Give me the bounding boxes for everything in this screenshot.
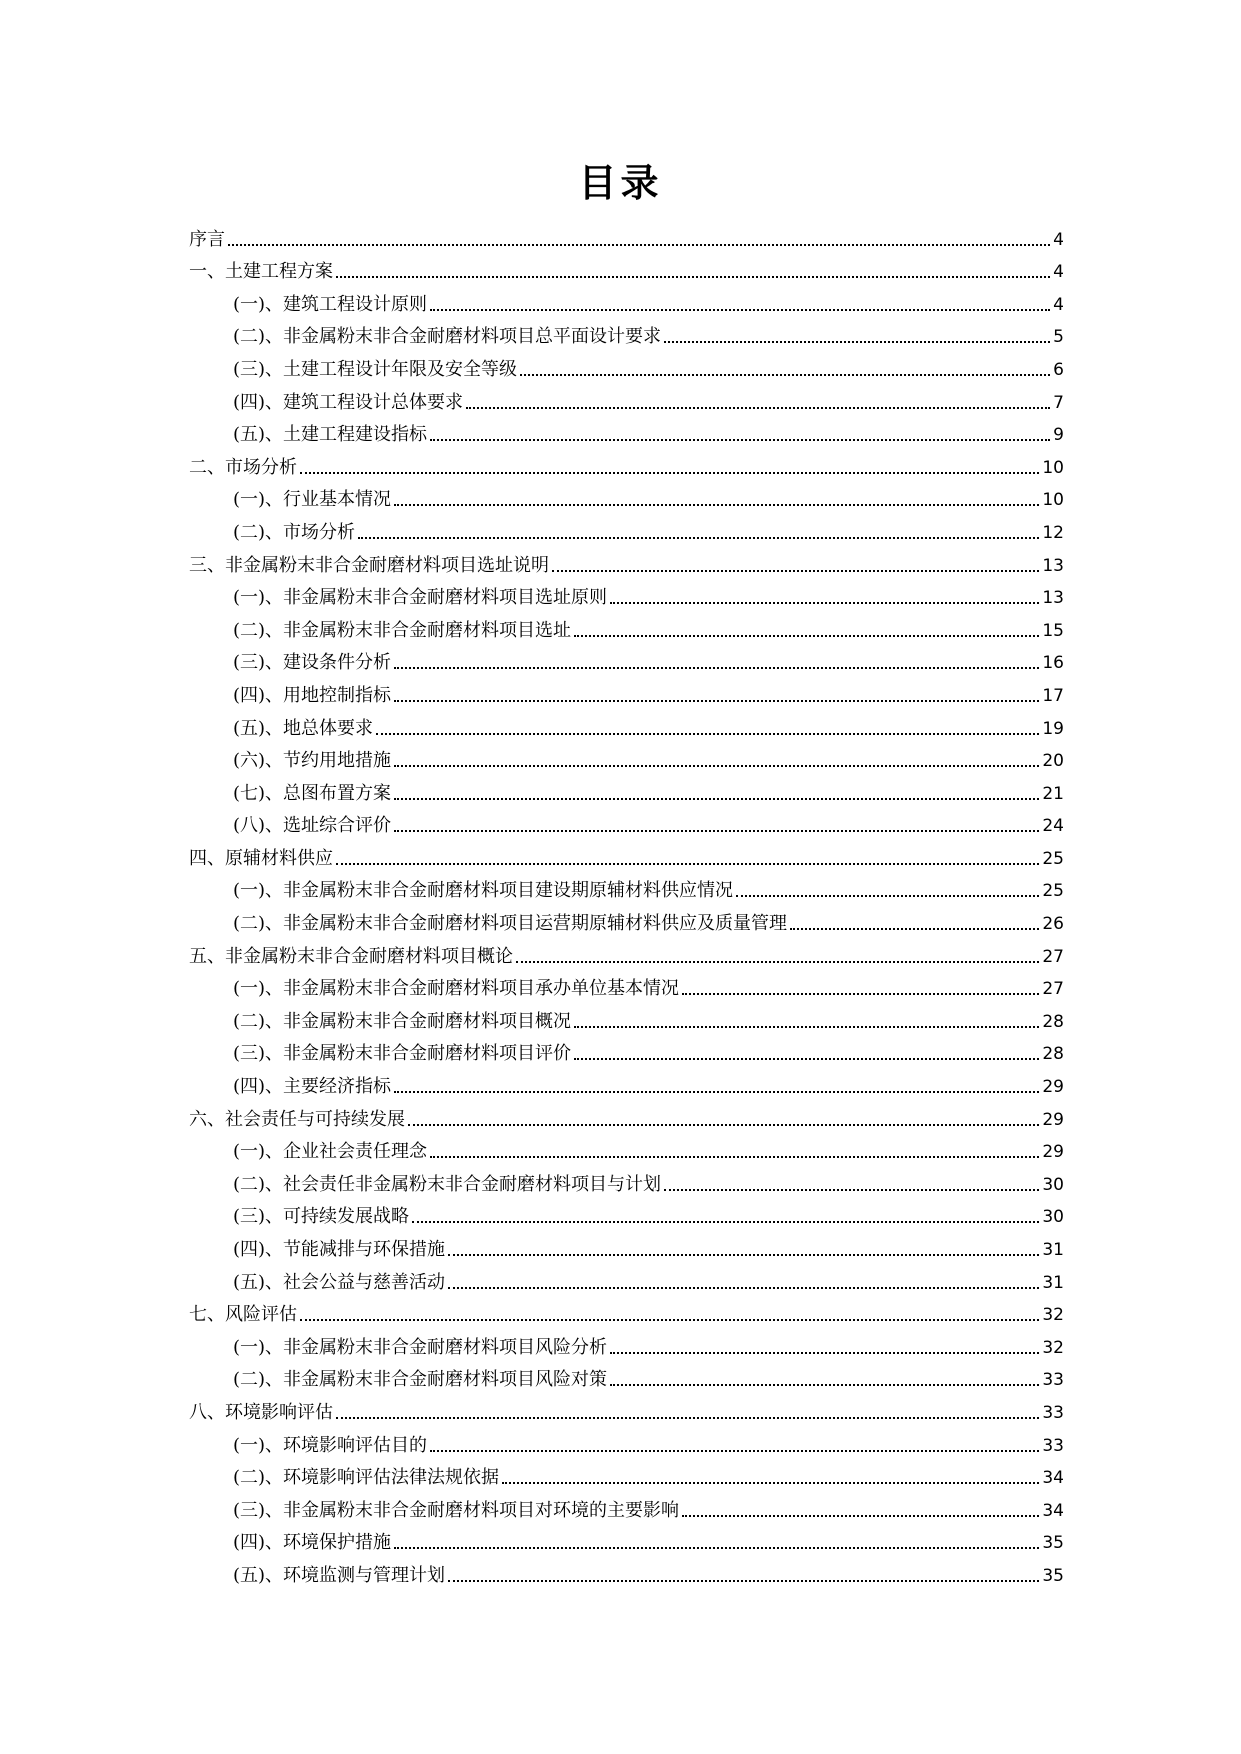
toc-section-entry[interactable] [189,1523,1064,1556]
toc-section-entry[interactable] [189,415,1064,448]
toc-page-number: 25 [1042,848,1064,869]
toc-dot-leader [394,830,1039,832]
toc-page-number: 7 [1053,392,1064,413]
toc-chapter-entry[interactable] [189,252,1064,285]
toc-dot-leader [502,1482,1039,1484]
toc-dot-leader [394,504,1039,506]
toc-dot-leader [336,1417,1039,1419]
toc-entry-label: (六)、节约用地措施 [233,750,392,772]
toc-page-number: 6 [1053,359,1064,380]
toc-section-entry[interactable] [189,1425,1064,1458]
toc-page-number: 15 [1042,620,1064,641]
toc-page-number: 17 [1042,685,1064,706]
toc-chapter-entry[interactable] [189,219,1064,252]
toc-page-number: 13 [1042,588,1064,609]
toc-dot-leader [610,602,1039,604]
toc-page-number: 29 [1042,1077,1064,1098]
toc-dot-leader [300,472,1039,474]
toc-page-number: 34 [1042,1468,1064,1489]
toc-dot-leader [394,1547,1039,1549]
toc-page-number: 29 [1042,1142,1064,1163]
toc-section-entry[interactable] [189,741,1064,774]
toc-entry-label: (七)、总图布置方案 [233,782,392,804]
toc-section-entry[interactable] [189,1001,1064,1034]
toc-dot-leader [466,407,1050,409]
toc-entry-label: (二)、非金属粉末非合金耐磨材料项目风险对策 [233,1369,608,1391]
toc-section-entry[interactable] [189,1360,1064,1393]
toc-entry-label: 序言 [189,228,225,250]
toc-page-number: 13 [1042,555,1064,576]
toc-section-entry[interactable] [189,1490,1064,1523]
toc-dot-leader [448,1287,1039,1289]
toc-page-number: 33 [1042,1435,1064,1456]
toc-section-entry[interactable] [189,708,1064,741]
toc-dot-leader [412,1221,1039,1223]
toc-section-entry[interactable] [189,1034,1064,1067]
toc-page-number: 35 [1042,1565,1064,1586]
toc-page-number: 4 [1053,262,1064,283]
toc-page-number: 31 [1042,1240,1064,1260]
toc-entry-label: (三)、建设条件分析 [233,652,392,674]
toc-page-number: 26 [1042,914,1064,935]
toc-entry-label: (四)、主要经济指标 [233,1076,392,1098]
toc-page-number: 12 [1042,522,1064,543]
toc-entry-label: (二)、非金属粉末非合金耐磨材料项目选址 [233,619,572,641]
toc-page-number: 10 [1042,457,1064,478]
toc-dot-leader [300,1319,1039,1321]
toc-section-entry[interactable] [189,1197,1064,1230]
toc-page-number: 30 [1042,1174,1064,1195]
toc-dot-leader [358,537,1039,539]
toc-page-number: 4 [1053,229,1064,250]
toc-section-entry[interactable] [189,675,1064,708]
toc-entry-label: (四)、建筑工程设计总体要求 [233,391,464,413]
toc-entry-label: 六、社会责任与可持续发展 [189,1108,405,1130]
toc-page-number: 35 [1042,1533,1064,1554]
toc-entry-label: 二、市场分析 [189,456,297,478]
toc-chapter-entry[interactable] [189,1392,1064,1425]
toc-entry-label: (五)、社会公益与慈善活动 [233,1271,446,1293]
toc-dot-leader [574,1058,1039,1060]
toc-entry-label: (五)、地总体要求 [233,717,374,739]
toc-page-number: 21 [1042,783,1064,804]
toc-entry-label: (三)、非金属粉末非合金耐磨材料项目评价 [233,1043,572,1065]
toc-section-entry[interactable] [189,284,1064,317]
toc-entry-label: 八、环境影响评估 [189,1401,333,1423]
toc-entry-label: (二)、非金属粉末非合金耐磨材料项目运营期原辅材料供应及质量管理 [233,913,788,935]
toc-entry-label: (一)、企业社会责任理念 [233,1141,428,1163]
toc-section-entry[interactable] [189,578,1064,611]
toc-entry-label: (四)、环境保护措施 [233,1532,392,1554]
toc-page-number: 29 [1042,1109,1064,1130]
toc-chapter-entry[interactable] [189,447,1064,480]
toc-dot-leader [448,1254,1039,1256]
toc-dot-leader [228,244,1050,246]
toc-entry-label: (二)、社会责任非金属粉末非合金耐磨材料项目与计划 [233,1173,662,1195]
toc-section-entry[interactable] [189,610,1064,643]
toc-entry-label: (一)、行业基本情况 [233,489,392,511]
toc-entry-label: 七、风险评估 [189,1304,297,1326]
toc-dot-leader [394,798,1039,800]
toc-dot-leader [394,765,1039,767]
toc-entry-label: (三)、土建工程设计年限及安全等级 [233,358,518,380]
toc-entry-label: (一)、非金属粉末非合金耐磨材料项目建设期原辅材料供应情况 [233,880,734,902]
toc-dot-leader [736,895,1039,897]
table-of-contents [189,219,1064,1588]
toc-page-number: 33 [1042,1402,1064,1423]
toc-section-entry[interactable] [189,1327,1064,1360]
toc-entry-label: 一、土建工程方案 [189,261,333,283]
toc-chapter-entry[interactable] [189,545,1064,578]
toc-page-number: 4 [1053,294,1064,315]
toc-entry-label: (五)、环境监测与管理计划 [233,1564,446,1586]
toc-entry-label: (二)、非金属粉末非合金耐磨材料项目总平面设计要求 [233,326,662,348]
toc-dot-leader [448,1580,1039,1582]
toc-dot-leader [336,276,1050,278]
toc-page-number: 33 [1042,1370,1064,1391]
toc-entry-label: 四、原辅材料供应 [189,847,333,869]
toc-section-entry[interactable] [189,643,1064,676]
toc-page-number: 27 [1042,946,1064,967]
toc-page-number: 10 [1042,490,1064,511]
toc-dot-leader [408,1124,1039,1126]
toc-dot-leader [682,1515,1039,1517]
toc-entry-label: (二)、环境影响评估法律法规依据 [233,1467,500,1489]
toc-dot-leader [394,700,1039,702]
toc-page-number: 25 [1042,881,1064,902]
toc-section-entry[interactable] [189,382,1064,415]
toc-entry-label: (三)、非金属粉末非合金耐磨材料项目对环境的主要影响 [233,1499,680,1521]
toc-section-entry[interactable] [189,1066,1064,1099]
toc-section-entry[interactable] [189,969,1064,1002]
toc-entry-label: (三)、可持续发展战略 [233,1206,410,1228]
toc-section-entry[interactable] [189,1262,1064,1295]
toc-page-number: 27 [1042,979,1064,1000]
toc-page-number: 9 [1053,425,1064,446]
toc-entry-label: 五、非金属粉末非合金耐磨材料项目概论 [189,945,513,967]
toc-dot-leader [516,961,1039,963]
toc-dot-leader [430,1450,1039,1452]
toc-dot-leader [376,733,1039,735]
toc-chapter-entry[interactable] [189,838,1064,871]
toc-dot-leader [394,667,1039,669]
toc-dot-leader [430,1156,1039,1158]
toc-section-entry[interactable] [189,349,1064,382]
toc-page-number: 5 [1053,327,1064,348]
toc-entry-label: (一)、非金属粉末非合金耐磨材料项目选址原则 [233,587,608,609]
toc-dot-leader [574,1026,1039,1028]
toc-dot-leader [682,993,1039,995]
toc-entry-label: 三、非金属粉末非合金耐磨材料项目选址说明 [189,554,549,576]
toc-dot-leader [610,1384,1039,1386]
toc-page-number: 30 [1042,1207,1064,1228]
toc-entry-label: (四)、用地控制指标 [233,684,392,706]
toc-entry-label: (一)、非金属粉末非合金耐磨材料项目风险分析 [233,1336,608,1358]
toc-dot-leader [664,341,1050,343]
toc-page-number: 31 [1042,1272,1064,1293]
toc-section-entry[interactable] [189,1458,1064,1491]
toc-entry-label: (一)、建筑工程设计原则 [233,293,428,315]
page-title: 目录 [578,161,663,205]
toc-section-entry[interactable] [189,480,1064,513]
toc-entry-label: (二)、市场分析 [233,521,356,543]
toc-dot-leader [430,309,1050,311]
toc-section-entry[interactable] [189,1555,1064,1588]
toc-page-number: 28 [1042,1011,1064,1032]
toc-entry-label: (二)、非金属粉末非合金耐磨材料项目概况 [233,1010,572,1032]
toc-section-entry[interactable] [189,773,1064,806]
toc-section-entry[interactable] [189,806,1064,839]
toc-chapter-entry[interactable] [189,1099,1064,1132]
toc-entry-label: (一)、环境影响评估目的 [233,1434,428,1456]
toc-section-entry[interactable] [189,317,1064,350]
toc-chapter-entry[interactable] [189,936,1064,969]
toc-dot-leader [552,570,1039,572]
toc-dot-leader [430,439,1050,441]
toc-page-number: 24 [1042,816,1064,837]
toc-dot-leader [664,1189,1039,1191]
toc-page-number: 20 [1042,751,1064,772]
toc-dot-leader [520,374,1050,376]
toc-dot-leader [574,635,1039,637]
toc-section-entry[interactable] [189,1132,1064,1165]
toc-page-number: 34 [1042,1500,1064,1521]
toc-entry-label: (五)、土建工程建设指标 [233,424,428,446]
toc-page-number: 19 [1042,718,1064,739]
toc-page-number: 16 [1042,653,1064,674]
toc-chapter-entry[interactable] [189,1295,1064,1328]
toc-entry-label: (一)、非金属粉末非合金耐磨材料项目承办单位基本情况 [233,978,680,1000]
toc-section-entry[interactable] [189,871,1064,904]
toc-section-entry[interactable] [189,512,1064,545]
toc-section-entry[interactable] [189,1164,1064,1197]
toc-entry-label: (四)、节能减排与环保措施 [233,1239,446,1260]
toc-page-number: 32 [1042,1337,1064,1358]
toc-section-entry[interactable] [189,1229,1064,1262]
toc-section-entry[interactable] [189,903,1064,936]
toc-dot-leader [336,863,1039,865]
toc-dot-leader [790,928,1039,930]
toc-page-number: 32 [1042,1305,1064,1326]
toc-dot-leader [394,1091,1039,1093]
toc-entry-label: (八)、选址综合评价 [233,815,392,837]
toc-page-number: 28 [1042,1044,1064,1065]
toc-dot-leader [610,1352,1039,1354]
